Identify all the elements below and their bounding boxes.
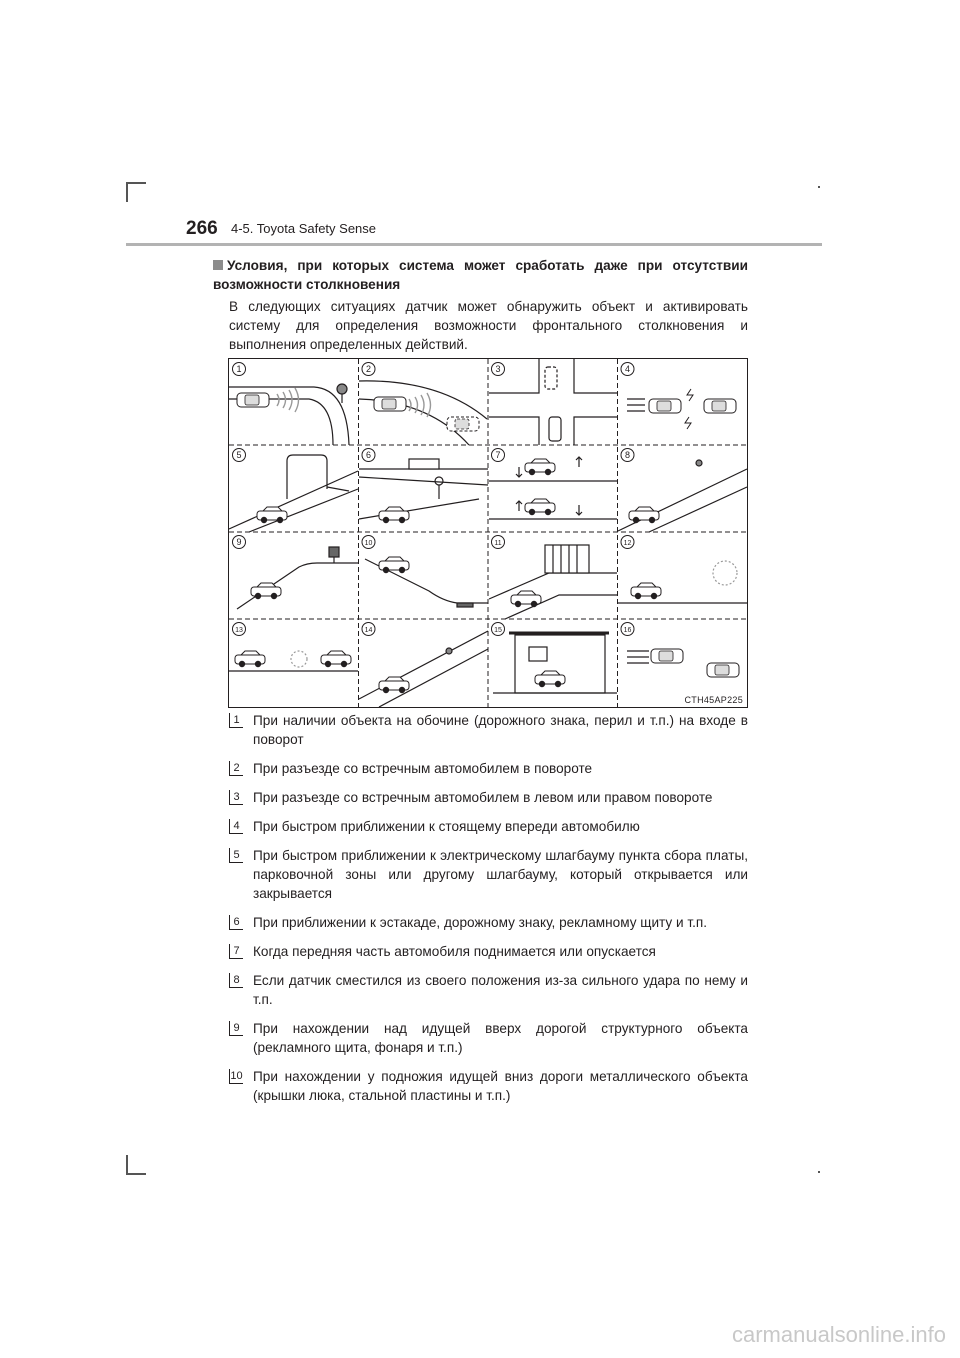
watermark: carmanualsonline.info xyxy=(731,1322,946,1347)
list-item xyxy=(229,971,748,1009)
item-number: 6 xyxy=(229,915,243,930)
item-text-line: При нахождении у подножия идущей вниз дороги металлического объекта xyxy=(253,1069,748,1084)
item-text-line: При приближении к эстакаде, дорожному знаку, рекламному щиту и т.п. xyxy=(253,915,707,930)
item-text-line: Если датчик сместился из своего положения из-за сильного удара по нему и xyxy=(253,973,748,988)
panel-number: 7 xyxy=(495,450,501,460)
panel-number: 10 xyxy=(364,540,373,547)
section-title xyxy=(213,256,748,294)
panel-number: 2 xyxy=(365,364,372,374)
list-item xyxy=(229,942,748,961)
list-item xyxy=(229,788,748,807)
item-text-line: При нахождении над идущей вверх дорогой структурного объекта xyxy=(253,1021,748,1036)
panel-number: 9 xyxy=(236,537,242,547)
situations-illustration xyxy=(228,358,748,708)
panel-number: 3 xyxy=(495,364,501,374)
panel-number: 6 xyxy=(365,450,372,460)
panel-number: 11 xyxy=(494,540,502,547)
panel-number: 16 xyxy=(623,627,632,634)
item-text-line: поворот xyxy=(253,732,304,747)
item-number: 5 xyxy=(229,848,243,863)
list-item xyxy=(229,1019,748,1057)
intro-line1: В следующих ситуациях датчик может обнаружить объект и активировать xyxy=(229,299,748,314)
panel-number: 12 xyxy=(623,540,632,547)
item-text-line: При быстром приближении к электрическому шлагбауму пункта сбора платы, xyxy=(253,848,748,863)
intro-line2: систему для определения возможности фронтального столкновения и xyxy=(229,318,748,333)
chapter-title: 4-5. Toyota Safety Sense xyxy=(231,221,377,236)
item-number: 7 xyxy=(229,944,243,959)
crop-mark-top-left-v xyxy=(126,182,128,202)
item-text-line: При разъезде со встречным автомобилем в левом или правом повороте xyxy=(253,790,713,805)
item-text-line: При быстром приближении к стоящему впереди автомобилю xyxy=(253,819,640,834)
item-text-line: Когда передняя часть автомобиля поднимается или опускается xyxy=(253,944,656,959)
header-rule xyxy=(126,243,822,246)
situations-list xyxy=(229,711,748,1115)
panel-number: 13 xyxy=(235,627,243,634)
panel-number: 14 xyxy=(364,627,373,634)
intro-paragraph xyxy=(229,297,748,354)
section-title-line2: возможности столкновения xyxy=(213,277,401,292)
item-text-line: При наличии объекта на обочине (дорожного знака, перил и т.п.) на входе в xyxy=(253,713,748,728)
item-number: 1 xyxy=(229,713,243,728)
crop-mark-bottom-right xyxy=(818,1171,820,1173)
panel-number: 1 xyxy=(236,364,242,374)
item-number: 9 xyxy=(229,1021,243,1036)
list-item xyxy=(229,913,748,932)
item-text-line: (рекламного щита, фонаря и т.п.) xyxy=(253,1040,463,1055)
page-number: 266 xyxy=(186,218,218,239)
list-item xyxy=(229,846,748,903)
crop-mark-bottom-left-v xyxy=(126,1155,128,1175)
item-number: 8 xyxy=(229,973,243,988)
item-text-line: парковочной зоны или другому шлагбауму, который открывается или xyxy=(253,867,748,882)
illustration-grid xyxy=(229,359,747,707)
panel-1-drawing xyxy=(229,384,349,445)
item-text-line: т.п. xyxy=(253,992,273,1007)
figure-code: CTH45AP225 xyxy=(684,695,743,705)
list-item xyxy=(229,817,748,836)
list-item xyxy=(229,711,748,749)
item-number: 2 xyxy=(229,761,243,776)
list-item xyxy=(229,759,748,778)
item-text-line: При разъезде со встречным автомобилем в повороте xyxy=(253,761,593,776)
item-number: 10 xyxy=(230,1070,243,1082)
panel-number: 4 xyxy=(624,364,631,374)
section-title-line1: Условия, при которых система может сработать даже при отсутствии xyxy=(227,258,748,273)
crop-mark-top-right xyxy=(818,186,820,188)
item-number: 3 xyxy=(229,790,243,805)
panel-number: 5 xyxy=(236,450,242,460)
item-text-line: закрывается xyxy=(253,886,333,901)
item-text-line: (крышки люка, стальной пластины и т.п.) xyxy=(253,1088,511,1103)
panel-number: 8 xyxy=(624,450,631,460)
list-item xyxy=(229,1067,748,1105)
section-square-icon xyxy=(213,260,223,270)
item-number: 4 xyxy=(229,819,243,834)
panel-number: 15 xyxy=(494,627,502,634)
crop-mark-top-left-h xyxy=(126,182,146,184)
crop-mark-bottom-left-h xyxy=(126,1173,146,1175)
intro-line3: выполнения определенных действий. xyxy=(229,337,468,352)
